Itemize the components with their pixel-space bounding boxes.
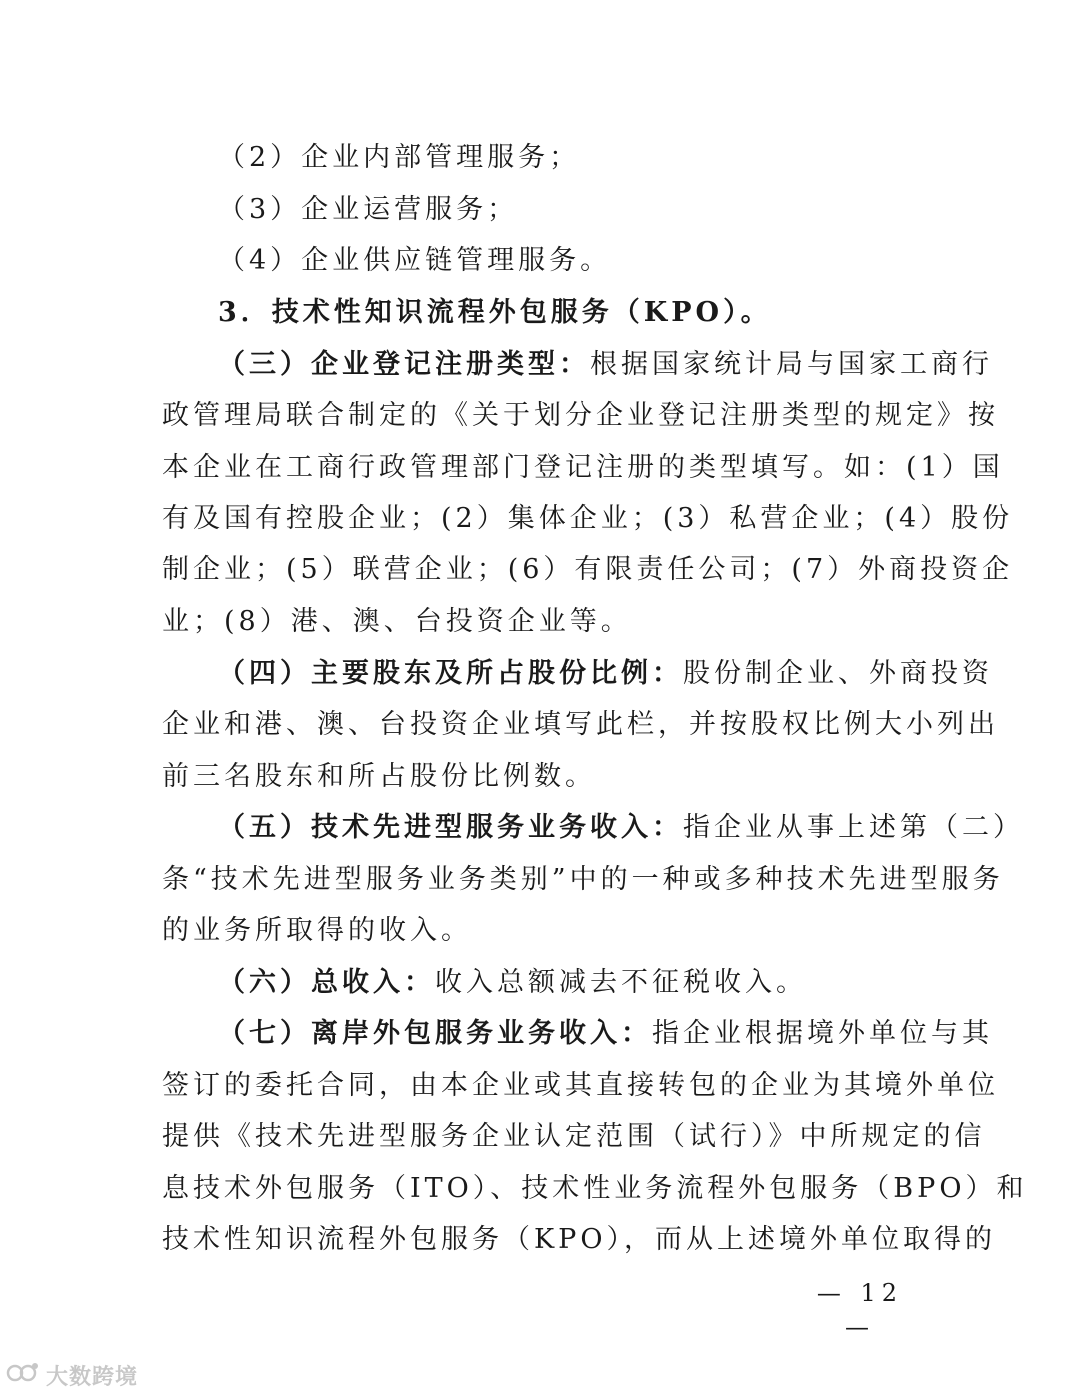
watermark-text: 大数跨境 [46, 1364, 139, 1390]
item-heading: （三）企业登记注册类型： [218, 349, 590, 380]
line-segment: 前三名股东和所占股份比例数。 [162, 761, 596, 792]
text-line [218, 140, 922, 176]
line-segment: 的业务所取得的收入。 [162, 915, 472, 946]
line-segment: 签订的委托合同，由本企业或其直接转包的企业为其境外单位 [162, 1070, 999, 1101]
text-line [218, 965, 922, 1001]
line-segment: （3）企业运营服务； [218, 194, 519, 225]
line-segment: 制企业；(5）联营企业；(6）有限责任公司；(7）外商投资企 [162, 554, 1014, 585]
line-segment: 企业和港、澳、台投资企业填写此栏，并按股权比例大小列出 [162, 709, 999, 740]
line-segment: 根据国家统计局与国家工商行 [590, 349, 993, 380]
text-line [218, 347, 993, 383]
line-segment: 业；(8）港、澳、台投资企业等。 [162, 606, 632, 637]
item-heading: （六）总收入： [218, 967, 435, 998]
page-number: — 12 — [816, 1279, 904, 1341]
line-segment: 3．技术性知识流程外包服务（KPO）。 [218, 297, 772, 328]
text-line [162, 759, 922, 795]
text-line [162, 604, 922, 640]
item-heading: （五）技术先进型服务业务收入： [218, 812, 683, 843]
line-segment: 政管理局联合制定的《关于划分企业登记注册类型的规定》按 [162, 400, 999, 431]
watermark [6, 1360, 138, 1390]
text-line [218, 656, 993, 692]
text-line [162, 398, 999, 434]
text-line [162, 1119, 986, 1155]
line-segment: 技术性知识流程外包服务（KPO），而从上述境外单位取得的 [162, 1224, 996, 1255]
text-line [162, 552, 1014, 588]
text-line [218, 243, 922, 279]
line-segment: 股份制企业、外商投资 [683, 658, 993, 689]
text-line [162, 1222, 996, 1258]
text-line [162, 913, 922, 949]
line-segment: 收入总额减去不征税收入。 [435, 967, 807, 998]
line-segment: 本企业在工商行政管理部门登记注册的类型填写。如：(1）国 [162, 452, 1004, 483]
line-segment: 指企业从事上述第（二） [683, 812, 1024, 843]
line-segment: 条“技术先进型服务业务类别”中的一种或多种技术先进型服务 [162, 864, 1004, 895]
item-heading: （四）主要股东及所占股份比例： [218, 658, 683, 689]
text-line [162, 862, 1004, 898]
text-line [162, 501, 1014, 537]
line-segment: 指企业根据境外单位与其 [652, 1018, 993, 1049]
text-line [162, 1068, 999, 1104]
text-line [218, 1016, 993, 1052]
line-segment: 提供《技术先进型服务企业认定范围（试行）》中所规定的信 [162, 1121, 986, 1152]
logo-icon [6, 1360, 40, 1390]
text-line [162, 707, 999, 743]
text-line [218, 192, 922, 228]
line-segment: 有及国有控股企业；(2）集体企业；(3）私营企业；(4）股份 [162, 503, 1014, 534]
section-heading [218, 295, 922, 331]
text-line [162, 450, 1004, 486]
line-segment: 息技术外包服务（ITO）、技术性业务流程外包服务（BPO）和 [162, 1173, 1028, 1204]
line-segment: （4）企业供应链管理服务。 [218, 245, 612, 276]
item-heading: （七）离岸外包服务业务收入： [218, 1018, 652, 1049]
line-segment: （2）企业内部管理服务； [218, 142, 581, 173]
text-line [162, 1171, 1028, 1207]
text-line [218, 810, 1024, 846]
